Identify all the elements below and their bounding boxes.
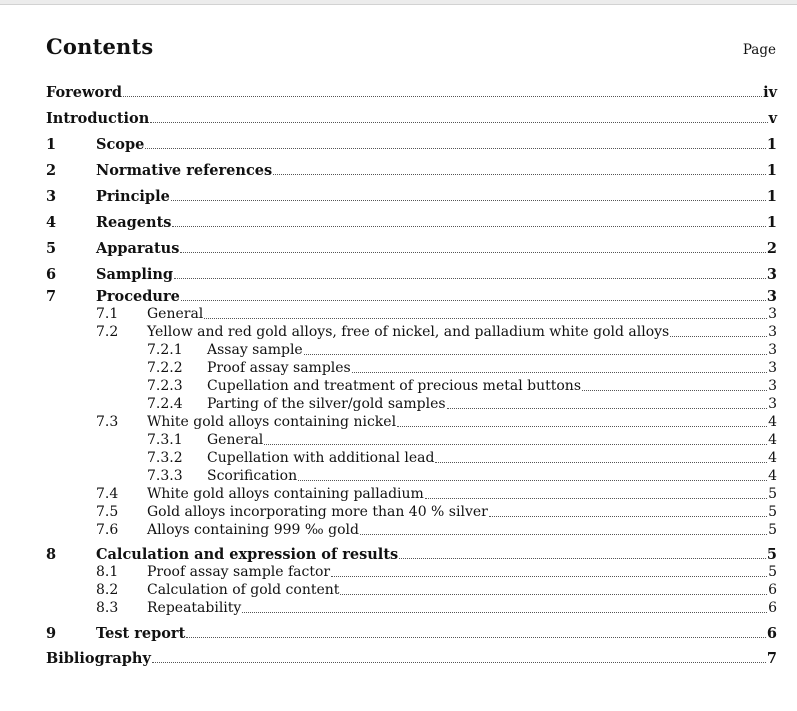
toc-entry-number: 7.2.2 <box>147 360 183 376</box>
toc-entry-title[interactable]: Introduction <box>46 110 150 127</box>
toc-entry-title[interactable]: Proof assay sample factor <box>147 564 331 580</box>
toc-entry-number: 7.1 <box>96 306 119 322</box>
dot-leader <box>171 199 766 201</box>
dot-leader <box>435 461 767 463</box>
toc-entry-page[interactable]: 1 <box>766 162 777 179</box>
dot-leader <box>264 443 767 445</box>
dot-leader <box>204 317 767 319</box>
toc-entry-title[interactable]: Bibliography <box>46 650 151 667</box>
toc-entry-number: 4 <box>46 214 57 231</box>
toc-entry-number: 7.6 <box>96 522 119 538</box>
toc-entry[interactable] <box>46 546 777 563</box>
toc-entry[interactable] <box>46 110 777 127</box>
toc-entry-page[interactable]: 3 <box>768 396 777 412</box>
toc-entry[interactable] <box>46 503 777 521</box>
dot-leader <box>489 515 767 517</box>
page-title: Contents <box>46 34 154 59</box>
toc-entry-title[interactable]: Calculation and expression of results <box>96 546 399 563</box>
dot-leader <box>331 575 767 577</box>
toc-entry-page[interactable]: 1 <box>766 188 777 205</box>
dot-leader <box>298 479 767 481</box>
dot-leader <box>360 533 767 535</box>
toc-entry-page[interactable]: 6 <box>768 600 777 616</box>
table-of-contents <box>46 84 777 667</box>
toc-entry-title[interactable]: Foreword <box>46 84 122 101</box>
toc-entry-title[interactable]: White gold alloys containing palladium <box>147 486 424 502</box>
toc-entry-number: 7.3.1 <box>147 432 183 448</box>
dot-leader <box>123 95 762 97</box>
toc-entry-title[interactable]: Yellow and red gold alloys, free of nickel, and palladium white gold alloys <box>147 324 670 340</box>
toc-entry[interactable] <box>46 395 777 413</box>
toc-entry[interactable] <box>46 377 777 395</box>
toc-entry-number: 7.4 <box>96 486 119 502</box>
toc-entry[interactable] <box>46 485 777 503</box>
toc-entry-page[interactable]: 7 <box>766 650 777 667</box>
toc-entry-page[interactable]: 6 <box>768 582 777 598</box>
toc-entry[interactable] <box>46 305 777 323</box>
toc-entry-number: 3 <box>46 188 57 205</box>
toc-entry[interactable] <box>46 214 777 231</box>
toc-entry[interactable] <box>46 188 777 205</box>
toc-entry[interactable] <box>46 625 777 642</box>
toc-entry-page[interactable]: 3 <box>768 306 777 322</box>
toc-entry-title[interactable]: Sampling <box>96 266 174 283</box>
toc-entry-number: 8.1 <box>96 564 119 580</box>
toc-entry-page[interactable]: 4 <box>768 468 777 484</box>
toc-entry-page[interactable]: 5 <box>768 564 777 580</box>
toc-entry-number: 7 <box>46 288 57 305</box>
dot-leader <box>242 611 767 613</box>
top-border <box>0 0 797 5</box>
toc-entry-page[interactable]: 5 <box>768 522 777 538</box>
dot-leader <box>582 389 767 391</box>
toc-entry-page[interactable]: 4 <box>768 432 777 448</box>
dot-leader <box>174 277 766 279</box>
toc-entry[interactable] <box>46 581 777 599</box>
toc-entry-page[interactable]: 6 <box>766 625 777 642</box>
toc-entry[interactable] <box>46 323 777 341</box>
toc-entry-number: 8 <box>46 546 57 563</box>
dot-leader <box>670 335 767 337</box>
toc-entry-number: 7.2 <box>96 324 119 340</box>
toc-entry-title[interactable]: Scorification <box>207 468 298 484</box>
toc-entry-number: 6 <box>46 266 57 283</box>
dot-leader <box>425 497 767 499</box>
toc-entry-page[interactable]: 4 <box>768 450 777 466</box>
toc-entry-title[interactable]: Normative references <box>96 162 273 179</box>
toc-entry[interactable] <box>46 341 777 359</box>
toc-entry-page[interactable]: 3 <box>766 288 777 305</box>
toc-entry-title[interactable]: Alloys containing 999 ‰ gold <box>147 522 359 538</box>
toc-entry[interactable] <box>46 84 777 101</box>
toc-entry-title[interactable]: Reagents <box>96 214 172 231</box>
toc-entry[interactable] <box>46 266 777 283</box>
dot-leader <box>273 173 766 175</box>
toc-entry-number: 9 <box>46 625 57 642</box>
toc-entry-title[interactable]: General <box>207 432 264 448</box>
toc-entry-page[interactable]: 5 <box>768 486 777 502</box>
toc-entry-page[interactable]: 1 <box>766 136 777 153</box>
toc-entry-page[interactable]: 3 <box>768 360 777 376</box>
toc-entry-number: 2 <box>46 162 57 179</box>
toc-entry-number: 5 <box>46 240 57 257</box>
toc-entry-title[interactable]: Proof assay samples <box>207 360 351 376</box>
toc-entry-number: 7.2.4 <box>147 396 183 412</box>
toc-entry[interactable] <box>46 431 777 449</box>
toc-entry-number: 7.2.3 <box>147 378 183 394</box>
dot-leader <box>186 636 766 638</box>
toc-entry-title[interactable]: Test report <box>96 625 186 642</box>
toc-entry-title[interactable]: White gold alloys containing nickel <box>147 414 397 430</box>
toc-entry-page[interactable]: 2 <box>766 240 777 257</box>
toc-entry-number: 7.2.1 <box>147 342 183 358</box>
toc-entry-title[interactable]: Cupellation with additional lead <box>207 450 435 466</box>
toc-entry-page[interactable]: 5 <box>768 504 777 520</box>
toc-entry-title[interactable]: Calculation of gold content <box>147 582 340 598</box>
toc-entry[interactable] <box>46 240 777 257</box>
toc-entry-page[interactable]: 1 <box>766 214 777 231</box>
toc-entry-page[interactable]: 3 <box>768 324 777 340</box>
toc-entry-title[interactable]: General <box>147 306 204 322</box>
toc-entry-title[interactable]: Procedure <box>96 288 180 305</box>
dot-leader <box>352 371 767 373</box>
toc-entry-title[interactable]: Scope <box>96 136 145 153</box>
dot-leader <box>340 593 767 595</box>
dot-leader <box>180 251 766 253</box>
toc-entry[interactable] <box>46 467 777 485</box>
toc-entry[interactable] <box>46 162 777 179</box>
toc-entry-title[interactable]: Assay sample <box>207 342 303 358</box>
dot-leader <box>399 557 766 559</box>
toc-entry-title[interactable]: Cupellation and treatment of precious metal buttons <box>207 378 582 394</box>
toc-entry-page[interactable]: v <box>768 110 777 127</box>
toc-entry-number: 8.2 <box>96 582 119 598</box>
toc-entry-page[interactable]: iv <box>763 84 777 101</box>
dot-leader <box>150 121 767 123</box>
toc-entry-page[interactable]: 3 <box>766 266 777 283</box>
toc-entry-title[interactable]: Repeatability <box>147 600 242 616</box>
toc-entry[interactable] <box>46 136 777 153</box>
toc-entry-number: 8.3 <box>96 600 119 616</box>
toc-entry-number: 7.5 <box>96 504 119 520</box>
dot-leader <box>304 353 767 355</box>
contents-header <box>46 34 776 64</box>
toc-entry[interactable] <box>46 449 777 467</box>
toc-entry[interactable] <box>46 650 777 667</box>
toc-entry-page[interactable]: 3 <box>768 378 777 394</box>
toc-entry[interactable] <box>46 288 777 305</box>
toc-entry[interactable] <box>46 521 777 539</box>
dot-leader <box>145 147 766 149</box>
toc-entry-title[interactable]: Gold alloys incorporating more than 40 % silver <box>147 504 488 520</box>
dot-leader <box>397 425 767 427</box>
toc-entry-title[interactable]: Apparatus <box>96 240 180 257</box>
toc-entry-page[interactable]: 3 <box>768 342 777 358</box>
toc-entry-number: 7.3.3 <box>147 468 183 484</box>
page-column-label: Page <box>742 42 776 58</box>
toc-entry-number: 1 <box>46 136 57 153</box>
toc-entry[interactable] <box>46 359 777 377</box>
toc-entry-page[interactable]: 5 <box>766 546 777 563</box>
toc-entry[interactable] <box>46 563 777 581</box>
dot-leader <box>172 225 765 227</box>
toc-entry[interactable] <box>46 413 777 431</box>
toc-entry-number: 7.3 <box>96 414 119 430</box>
toc-entry[interactable] <box>46 599 777 617</box>
toc-entry-title[interactable]: Parting of the silver/gold samples <box>207 396 446 412</box>
toc-entry-number: 7.3.2 <box>147 450 183 466</box>
dot-leader <box>447 407 768 409</box>
dot-leader <box>152 661 766 663</box>
toc-entry-page[interactable]: 4 <box>768 414 777 430</box>
dot-leader <box>181 299 766 301</box>
toc-entry-title[interactable]: Principle <box>96 188 170 205</box>
